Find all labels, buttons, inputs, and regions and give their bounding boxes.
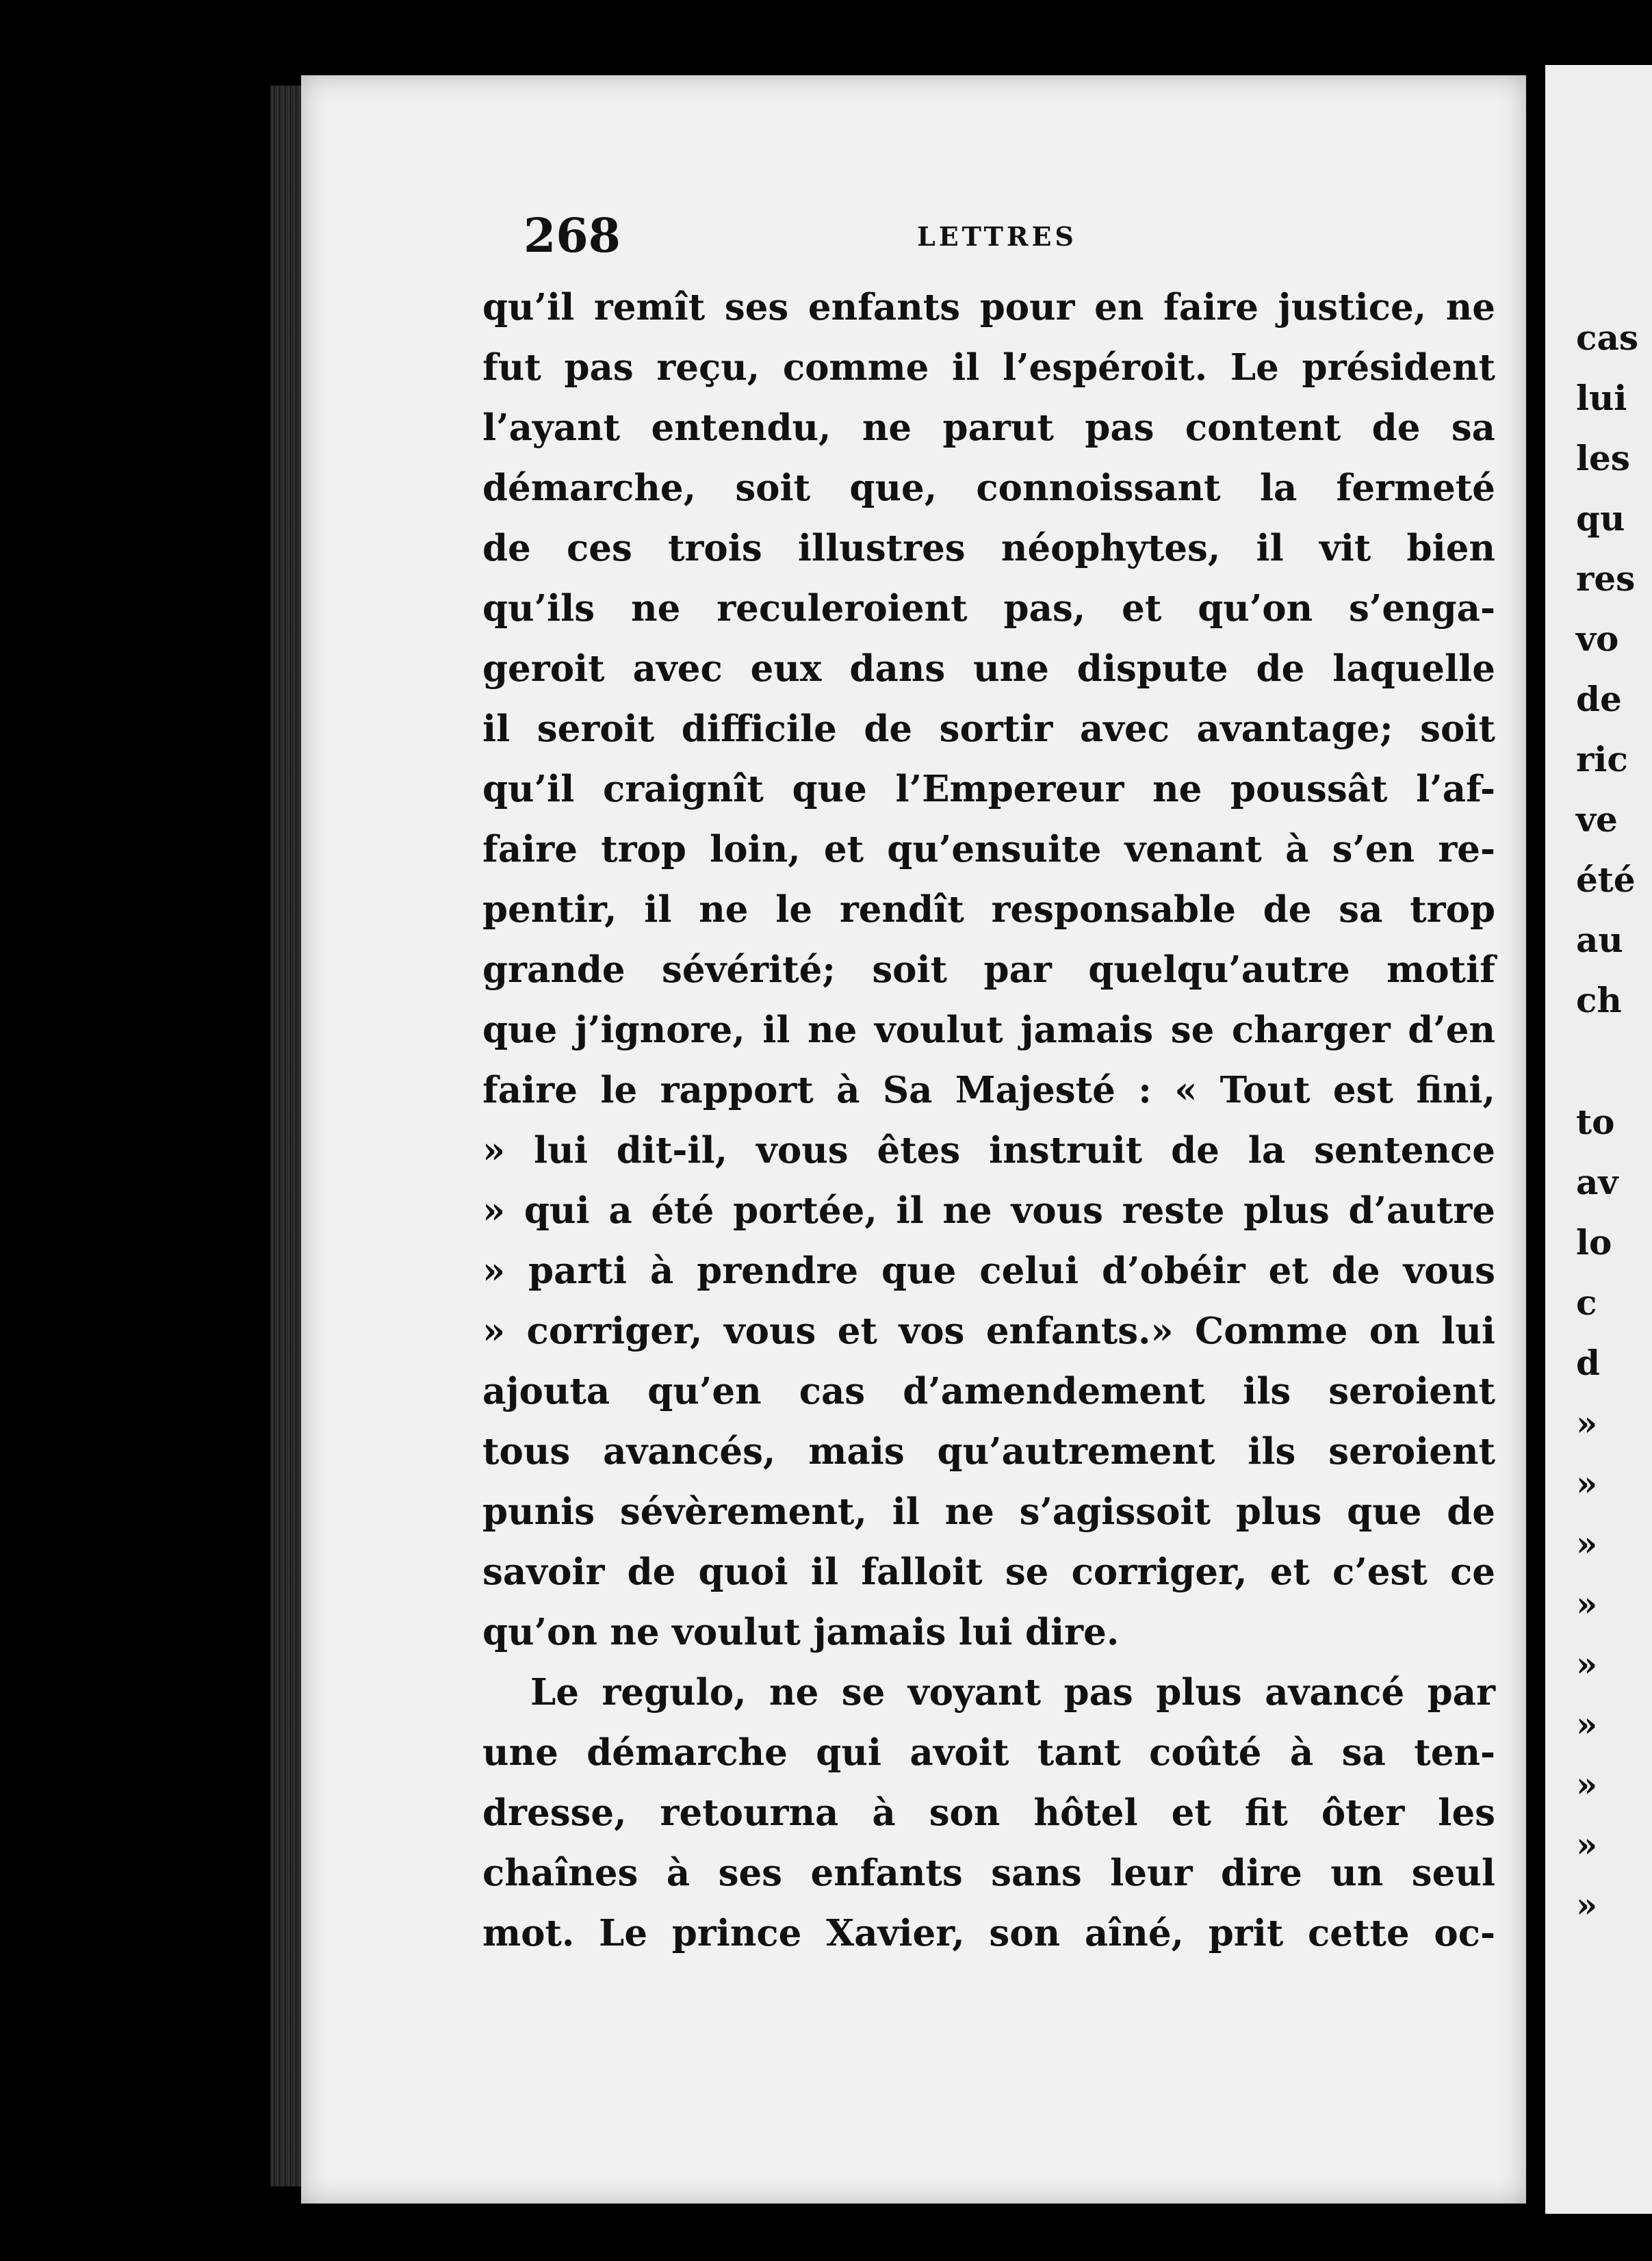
text-line: faire le rapport à Sa Majesté : « Tout est fini, — [482, 1069, 1495, 1111]
text-line: il seroit difficile de sortir avec avantage; soit — [482, 708, 1495, 750]
text-line: qu’ils ne reculeroient pas, et qu’on s’enga- — [482, 587, 1495, 630]
adjacent-page-fragment: cas — [1576, 318, 1638, 358]
adjacent-page-fragment: c — [1576, 1282, 1597, 1323]
text-line: tous avancés, mais qu’autrement ils seroient — [482, 1430, 1495, 1473]
text-line: fut pas reçu, comme il l’espéroit. Le président — [482, 346, 1495, 389]
adjacent-page-fragment: » — [1576, 1523, 1598, 1564]
adjacent-page — [1545, 65, 1652, 2214]
text-line: » corriger, vous et vos enfants.» Comme on lui — [482, 1310, 1495, 1352]
adjacent-page-fragment: » — [1576, 1584, 1598, 1624]
text-line: pentir, il ne le rendît responsable de sa trop — [482, 888, 1495, 931]
text-line: grande sévérité; soit par quelqu’autre motif — [482, 948, 1495, 991]
text-line: savoir de quoi il falloit se corriger, et c’est ce — [482, 1551, 1495, 1593]
adjacent-page-fragment: qu — [1576, 498, 1625, 539]
body-text — [482, 277, 1495, 1963]
text-line: mot. Le prince Xavier, son aîné, prit cette oc- — [482, 1912, 1495, 1954]
adjacent-page-fragment: lo — [1576, 1222, 1612, 1263]
adjacent-page-fragment: » — [1576, 1463, 1598, 1503]
text-line: » parti à prendre que celui d’obéir et de vous — [482, 1250, 1495, 1292]
text-line: qu’on ne voulut jamais lui dire. — [482, 1611, 1120, 1653]
adjacent-page-text — [1576, 308, 1638, 1935]
text-line: ajouta qu’en cas d’amendement ils seroient — [482, 1370, 1495, 1412]
text-line: une démarche qui avoit tant coûté à sa ten- — [482, 1731, 1495, 1774]
page-header — [524, 209, 1482, 263]
text-line: dresse, retourna à son hôtel et fit ôter les — [482, 1792, 1495, 1834]
adjacent-page-fragment: de — [1576, 679, 1622, 719]
adjacent-page-fragment: été — [1576, 860, 1636, 900]
adjacent-page-fragment: ch — [1576, 980, 1622, 1020]
text-line: chaînes à ses enfants sans leur dire un seul — [482, 1852, 1495, 1894]
text-line: geroit avec eux dans une dispute de laquelle — [482, 647, 1495, 690]
adjacent-page-fragment: au — [1576, 920, 1623, 960]
adjacent-page-fragment: av — [1576, 1162, 1618, 1202]
text-line: punis sévèrement, il ne s’agissoit plus que de — [482, 1490, 1495, 1533]
text-line: démarche, soit que, connoissant la fermeté — [482, 467, 1495, 509]
text-line: l’ayant entendu, ne parut pas content de sa — [482, 406, 1495, 449]
adjacent-page-fragment: » — [1576, 1704, 1598, 1744]
adjacent-page-fragment: d — [1576, 1343, 1600, 1383]
text-line: » qui a été portée, il ne vous reste plus d’autre — [482, 1189, 1495, 1232]
adjacent-page-fragment: vo — [1576, 619, 1619, 659]
text-line: que j’ignore, il ne voulut jamais se charger d’en — [482, 1009, 1495, 1051]
adjacent-page-fragment: res — [1576, 558, 1636, 599]
text-line: faire trop loin, et qu’ensuite venant à s’en re- — [482, 828, 1495, 870]
adjacent-page-fragment: ve — [1576, 799, 1618, 840]
adjacent-page-fragment: lui — [1576, 378, 1627, 418]
text-line: qu’il remît ses enfants pour en faire justice, ne — [482, 286, 1495, 328]
adjacent-page-fragment: » — [1576, 1885, 1598, 1925]
text-line: Le regulo, ne se voyant pas plus avancé par — [530, 1671, 1495, 1714]
book-gutter — [1526, 62, 1545, 2217]
running-head: LETTRES — [917, 221, 1077, 252]
text-line: de ces trois illustres néophytes, il vit bien — [482, 527, 1495, 569]
adjacent-page-fragment: » — [1576, 1644, 1598, 1684]
adjacent-page-fragment: les — [1576, 438, 1630, 478]
adjacent-page-fragment: » — [1576, 1824, 1598, 1865]
page-number: 268 — [524, 209, 621, 263]
adjacent-page-fragment: » — [1576, 1764, 1598, 1805]
adjacent-page-fragment: to — [1576, 1102, 1615, 1142]
text-line: qu’il craignît que l’Empereur ne poussât l’af- — [482, 768, 1495, 810]
text-line: » lui dit-il, vous êtes instruit de la sentence — [482, 1129, 1495, 1172]
adjacent-page-fragment: » — [1576, 1403, 1598, 1443]
adjacent-page-fragment: ric — [1576, 739, 1628, 779]
